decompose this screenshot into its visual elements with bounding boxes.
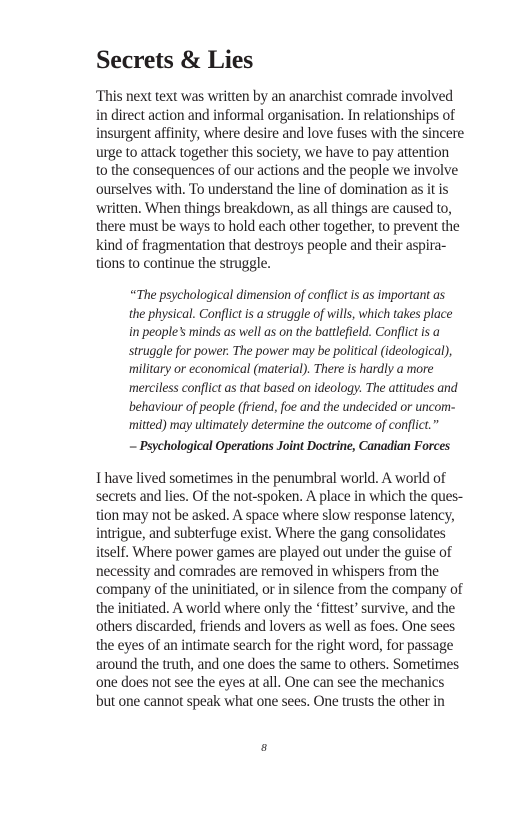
- intro-line: ourselves with. To understand the line of domination as it is: [96, 180, 449, 198]
- intro-line: urge to attack together this society, we have to pay attention: [96, 143, 449, 161]
- body-line: necessity and comrades are removed in whispers from the: [96, 562, 439, 580]
- quote-line: in people’s minds as well as on the battlefield. Conflict is a: [129, 324, 440, 340]
- intro-line: there must be ways to hold each other together, to prevent the: [96, 218, 460, 236]
- quote-line: the physical. Conflict is a struggle of wills, which takes place: [129, 305, 453, 321]
- body-line: secrets and lies. Of the not-spoken. A place in which the ques-: [96, 488, 463, 506]
- block-quote: [129, 286, 481, 435]
- quote-line: behaviour of people (friend, foe and the undecided or uncom-: [129, 398, 456, 414]
- quote-line: struggle for power. The power may be political (ideological),: [129, 342, 453, 358]
- intro-line: kind of fragmentation that destroys people and their aspira-: [96, 236, 446, 254]
- body-line: company of the uninitiated, or in silence from the company of: [96, 581, 463, 599]
- chapter-title: Secrets & Lies: [96, 45, 254, 74]
- page-number: 8: [261, 742, 267, 754]
- body-line: others discarded, friends and lovers as well as foes. One sees: [96, 618, 455, 636]
- body-paragraph: [96, 470, 480, 712]
- body-line: I have lived sometimes in the penumbral world. A world of: [96, 469, 446, 487]
- quote-line: “The psychological dimension of conflict is as important as: [129, 286, 445, 302]
- body-line: itself. Where power games are played out under the guise of: [96, 544, 452, 562]
- body-line: tion may not be asked. A space where slow response latency,: [96, 506, 455, 524]
- quote-attribution: – Psychological Operations Joint Doctrine, Canadian Forces: [130, 437, 450, 453]
- intro-paragraph: [96, 88, 480, 274]
- quote-line: military or economical (material). There is hardly a more: [129, 361, 434, 377]
- intro-line: to the consequences of our actions and the people we involve: [96, 162, 458, 180]
- intro-line: in direct action and informal organisation. In relationships of: [96, 106, 455, 124]
- quote-line: mitted) may ultimately determine the outcome of conflict.”: [129, 417, 439, 433]
- quote-line: merciless conflict as that based on ideology. The attitudes and: [129, 379, 458, 395]
- body-line: one does not see the eyes at all. One can see the mechanics: [96, 674, 445, 692]
- intro-line: insurgent affinity, where desire and love fuses with the sincere: [96, 125, 464, 143]
- intro-line: tions to continue the struggle.: [96, 255, 271, 273]
- text-column: [96, 40, 480, 711]
- body-line: the initiated. A world where only the ‘fittest’ survive, and the: [96, 599, 455, 617]
- body-line: the eyes of an intimate search for the right word, for passage: [96, 637, 454, 655]
- body-line: intrigue, and subterfuge exist. Where the gang consolidates: [96, 525, 446, 543]
- intro-line: written. When things breakdown, as all things are caused to,: [96, 199, 452, 217]
- body-line: around the truth, and one does the same to others. Sometimes: [96, 655, 459, 673]
- intro-line: This next text was written by an anarchist comrade involved: [96, 88, 453, 105]
- body-line: but one cannot speak what one sees. One trusts the other in: [96, 692, 445, 710]
